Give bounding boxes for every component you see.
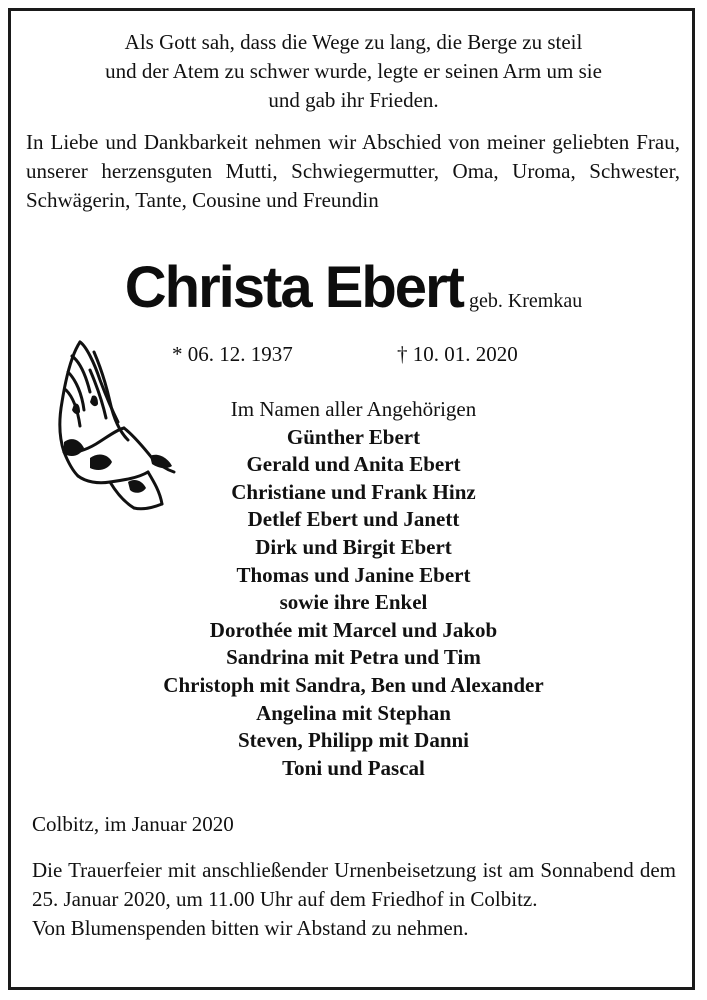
poem-line: und der Atem zu schwer wurde, legte er seinen Arm um sie [105, 59, 602, 83]
service-text: Die Trauerfeier mit anschließender Urnenbeisetzung ist am Sonnabend dem 25. Januar 2020, um 11.00 Uhr auf dem Friedhof in Colbitz. [32, 858, 676, 911]
mourner-name: sowie ihre Enkel [279, 590, 428, 615]
maiden-name: geb. Kremkau [468, 290, 583, 312]
mourner-name: Günther Ebert [286, 424, 421, 449]
mourners-list [100, 396, 607, 782]
place-date: Colbitz, im Januar 2020 [32, 812, 234, 836]
mourner-name: Christoph mit Sandra, Ben und Alexander [163, 672, 544, 697]
poem-line: und gab ihr Frieden. [268, 88, 439, 112]
mourner-name: Angelina mit Stephan [256, 700, 451, 725]
mourner-name: Christiane und Frank Hinz [231, 479, 476, 504]
death-date: † 10. 01. 2020 [397, 342, 518, 366]
deceased-name: Christa Ebert [124, 255, 463, 320]
mourner-name: Dorothée mit Marcel und Jakob [209, 617, 498, 642]
poem [30, 28, 677, 115]
intro-text: In Liebe und Dankbarkeit nehmen wir Abschied von meiner geliebten Frau, unserer herzensguten Mutti, Schwiegermutter, Oma, Uroma, Schwester, Schwägerin, Tante, Cousine und Freundin [26, 130, 680, 212]
mourner-name: Thomas und Janine Ebert [236, 562, 471, 587]
mourner-name: Dirk und Birgit Ebert [255, 534, 452, 559]
mourner-name: Toni und Pascal [282, 755, 425, 780]
mourner-name: Gerald und Anita Ebert [246, 452, 461, 477]
mourner-name: Detlef Ebert und Janett [247, 507, 460, 532]
mourner-name: Steven, Philipp mit Danni [237, 728, 470, 753]
poem-line: Als Gott sah, dass die Wege zu lang, die Berge zu steil [124, 30, 583, 54]
deceased-name-line [0, 252, 707, 324]
mourners-intro: Im Namen aller Angehörigen [230, 397, 477, 421]
service-info [32, 856, 676, 943]
birth-date: * 06. 12. 1937 [172, 342, 293, 366]
flowers-note: Von Blumenspenden bitten wir Abstand zu nehmen. [32, 916, 469, 940]
mourner-name: Sandrina mit Petra und Tim [226, 645, 481, 670]
